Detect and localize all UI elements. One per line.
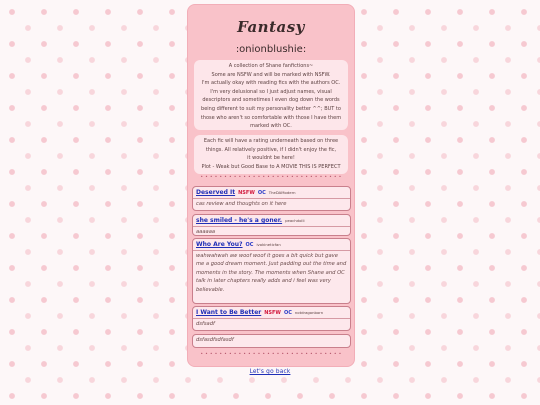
rating-line: it wouldnt be here! [247,155,295,162]
page-title: Fantasy [237,18,305,36]
oc-badge: OC [283,309,292,316]
fic-title-link[interactable]: Deserved It [196,189,236,196]
fic-card [192,238,351,304]
intro-line: descriptors and sometimes I even dog down the words [202,97,340,104]
intro-line: Some are NSFW and will be marked with NSFW. [211,71,331,78]
intro-line: I'm actually okay with reading fics with the authors OC. [201,80,341,87]
fic-review: aaaaaa [193,226,350,236]
back-link[interactable]: Let's go back [249,369,291,375]
fic-title-link[interactable]: Who Are You? [196,241,243,248]
fic-title-link[interactable]: I Want to Be Better [196,309,262,316]
fic-header [193,307,350,318]
fic-header [193,215,350,226]
fic-review: cas review and thoughts on it here [193,198,350,209]
intro-line: marked with OC. [250,123,292,130]
intro-line: those who aren't so comfortable with those I have them [200,114,342,121]
fic-card [192,214,351,236]
content-panel [187,4,355,367]
intro-line: A collection of Shane fanfictions~ [228,63,314,69]
fic-card [192,334,351,348]
rating-note-box [194,135,348,174]
fic-card [192,306,351,331]
fic-header [193,239,350,250]
nsfw-badge: NSFW [238,189,255,196]
fic-card [192,186,351,211]
rating-line: Each fic will have a rating underneath based on three [203,138,339,144]
fic-author: notdragonborn [294,310,324,315]
fic-review: dsfsadf [193,318,350,329]
fic-review: dsfasdfsdfasdf [196,337,234,343]
fic-author: TheDAModern [268,190,296,195]
dot-divider: • • • • • • • • • • • • • • • • • • • • • • • • • • • • • • [200,175,342,180]
intro-line: being different to suit my personality better ^^; BUT to [201,105,341,112]
intro-box [194,60,348,130]
fic-author: ivokineticfan [256,242,281,247]
fic-author: peachdolli [285,218,305,223]
rating-line: Plot - Weak but Good Base to A MOVIE THIS IS PERFECT [201,163,341,170]
rating-line: things. All relatively positive, if I didn't enjoy the fic, [205,146,337,153]
fic-title-link[interactable]: she smiled - he's a goner. [196,217,283,224]
nsfw-badge: NSFW [264,309,281,316]
oc-badge: OC [245,241,254,248]
fic-review: wahwahwah aw woof woof it goes a bit quick but gave me a good dream moment. Just padding out the time and moments in the story. The moments when Shane and OC talk in later chapters really adds and i feel was very believable. [193,250,350,295]
page-subtitle: :onionblushie: [235,44,307,55]
oc-badge: OC [257,189,266,196]
dot-divider: • • • • • • • • • • • • • • • • • • • • • • • • • • • • • • [200,352,342,357]
fic-header [193,187,350,198]
intro-line: I'm very delusional so I just adjust names, visual [210,88,332,95]
